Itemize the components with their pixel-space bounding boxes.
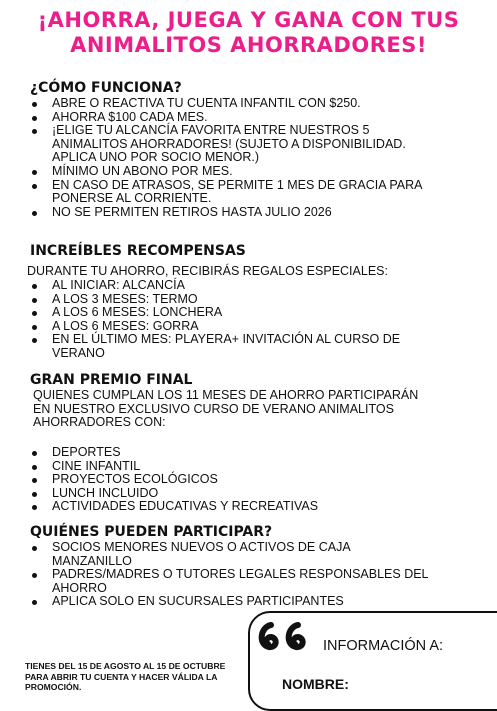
promo-period-note	[25, 661, 225, 693]
list-item-line: ANIMALITOS AHORRADORES! (SUJETO A DISPONIBILIDAD.	[52, 136, 406, 151]
list-item-line: APLICA UNO POR SOCIO MENOR.)	[52, 150, 259, 165]
list-item	[25, 124, 422, 165]
gran-premio-list	[25, 446, 318, 514]
list-item-line: NO SE PERMITEN RETIROS HASTA JULIO 2026	[52, 204, 332, 219]
list-item-line: CINE INFANTIL	[52, 458, 141, 473]
list-item	[25, 500, 318, 514]
list-item-line: DEPORTES	[52, 445, 121, 459]
recompensas-list	[25, 279, 400, 361]
list-item	[25, 279, 400, 293]
list-item-line: A LOS 3 MESES: TERMO	[52, 291, 198, 306]
list-item-line: APLICA SOLO EN SUCURSALES PARTICIPANTES	[52, 594, 344, 609]
list-item	[25, 293, 400, 307]
list-item	[25, 97, 422, 111]
list-item	[25, 206, 422, 220]
gran-premio-intro	[33, 389, 418, 430]
list-item	[25, 595, 429, 609]
recompensas-intro: DURANTE TU AHORRO, RECIBIRÁS REGALOS ESPECIALES:	[27, 264, 388, 278]
text-line: PARA ABRIR TU CUENTA Y HACER VÁLIDA LA	[25, 671, 218, 682]
list-item-line: AL INICIAR: ALCANCÍA	[52, 278, 185, 292]
gran-premio-heading: GRAN PREMIO FINAL	[30, 372, 193, 388]
list-item	[25, 487, 318, 501]
promo-title	[0, 8, 497, 58]
info-label: INFORMACIÓN A:	[323, 638, 444, 654]
list-item-line: PONERSE AL CORRIENTE.	[52, 191, 212, 206]
list-item	[25, 541, 429, 568]
title-line-2: ANIMALITOS AHORRADORES!	[70, 33, 427, 57]
list-item-line: MÍNIMO UN ABONO POR MES.	[52, 163, 233, 178]
como-funciona-heading: ¿CÓMO FUNCIONA?	[30, 80, 182, 96]
list-item-line: AHORRA $100 CADA MES.	[52, 109, 208, 124]
list-item-line: AHORRO	[52, 580, 107, 595]
list-item-line: LUNCH INCLUIDO	[52, 485, 159, 500]
list-item	[25, 179, 422, 206]
list-item	[25, 333, 400, 360]
quote-marks-icon	[254, 620, 316, 654]
list-item-line: PADRES/MADRES O TUTORES LEGALES RESPONSABLES DEL	[52, 567, 429, 582]
list-item-line: ¡ELIGE TU ALCANCÍA FAVORITA ENTRE NUESTROS 5	[52, 123, 370, 138]
list-item-line: MANZANILLO	[52, 553, 132, 568]
name-label: NOMBRE:	[282, 676, 349, 692]
list-item-line: VERANO	[52, 345, 105, 360]
text-line: PROMOCIÓN.	[25, 682, 82, 692]
list-item-line: PROYECTOS ECOLÓGICOS	[52, 472, 218, 487]
participantes-heading: QUIÉNES PUEDEN PARTICIPAR?	[30, 524, 273, 540]
text-line: EN NUESTRO EXCLUSIVO CURSO DE VERANO ANIMALITOS	[33, 401, 394, 416]
list-item	[25, 473, 318, 487]
participantes-list	[25, 541, 429, 609]
list-item	[25, 306, 400, 320]
list-item-line: A LOS 6 MESES: GORRA	[52, 318, 199, 333]
list-item-line: SOCIOS MENORES NUEVOS O ACTIVOS DE CAJA	[52, 540, 351, 554]
como-funciona-list	[25, 97, 422, 219]
list-item-line: EN EL ÚLTIMO MES: PLAYERA+ INVITACIÓN AL CURSO DE	[52, 332, 401, 347]
title-line-1: ¡AHORRA, JUEGA Y GANA CON TUS	[37, 8, 460, 32]
list-item-line: ACTIVIDADES EDUCATIVAS Y RECREATIVAS	[52, 499, 319, 514]
recompensas-heading: INCREÍBLES RECOMPENSAS	[30, 243, 246, 259]
list-item-line: A LOS 6 MESES: LONCHERA	[52, 305, 223, 320]
list-item	[25, 165, 422, 179]
text-line: TIENES DEL 15 DE AGOSTO AL 15 DE OCTUBRE	[25, 661, 226, 671]
text-line: AHORRADORES CON:	[33, 415, 166, 430]
list-item-line: EN CASO DE ATRASOS, SE PERMITE 1 MES DE GRACIA PARA	[52, 177, 423, 192]
list-item-line: ABRE O REACTIVA TU CUENTA INFANTIL CON $250.	[52, 96, 361, 110]
list-item	[25, 446, 318, 460]
list-item	[25, 568, 429, 595]
text-line: QUIENES CUMPLAN LOS 11 MESES DE AHORRO PARTICIPARÁN	[33, 388, 419, 402]
